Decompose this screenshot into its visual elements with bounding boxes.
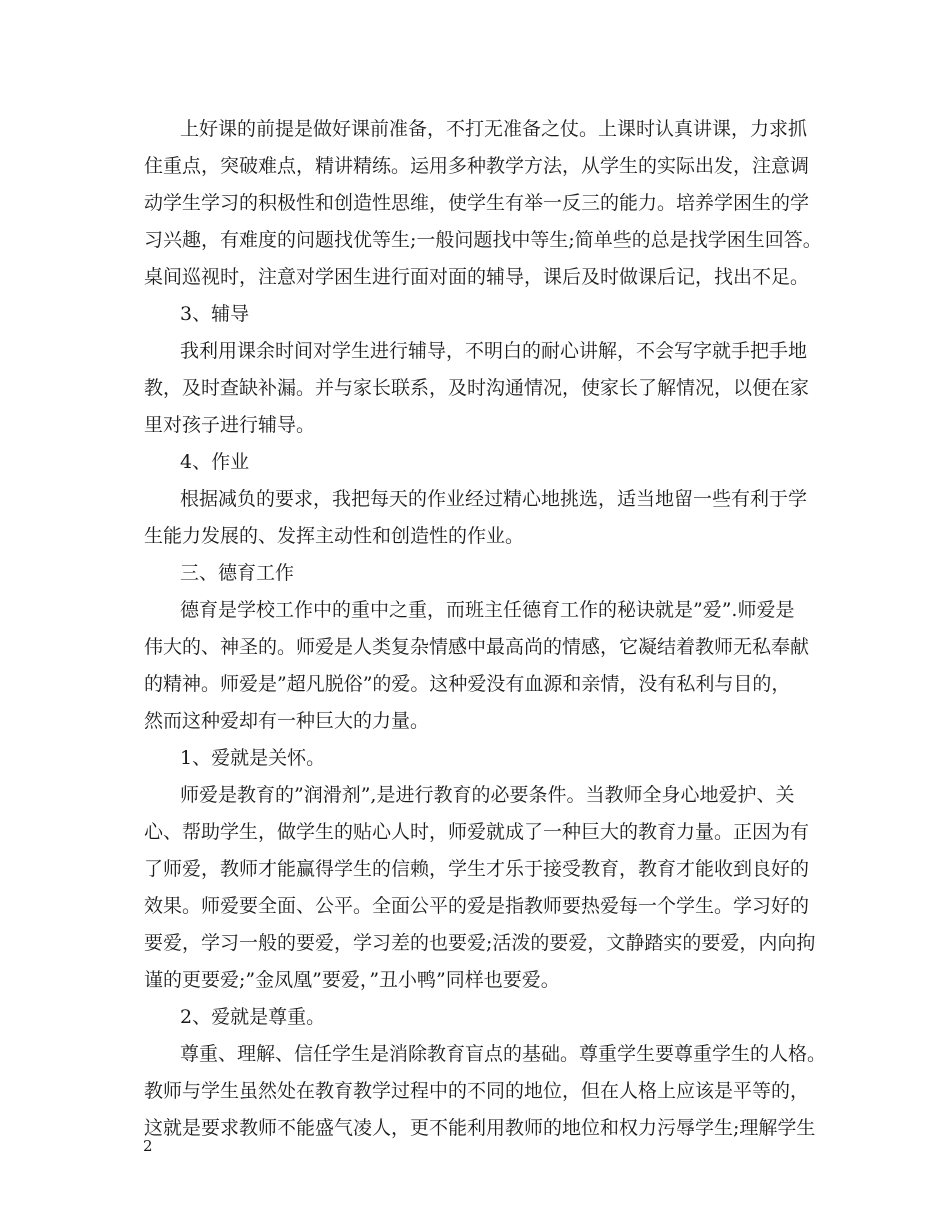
- section-heading: 1、爱就是关怀。: [180, 747, 326, 769]
- paragraph-line: 要爱，学习一般的要爱，学习差的也要爱;活泼的要爱，文静踏实的要爱，内向拘: [144, 932, 816, 954]
- paragraph-line: 尊重、理解、信任学生是消除教育盲点的基础。尊重学生要尊重学生的人格。: [180, 1043, 827, 1065]
- paragraph-line: 谨的更要爱;”金凤凰”要爱，”丑小鸭”同样也要爱。: [144, 969, 560, 991]
- paragraph-line: 根据减负的要求，我把每天的作业经过精心地挑选，适当地留一些有利于学: [180, 488, 808, 510]
- paragraph-line: 习兴趣，有难度的问题找优等生;一般问题找中等生;简单些的总是找学困生回答。: [144, 229, 822, 251]
- paragraph-line: 住重点，突破难点，精讲精练。运用多种教学方法，从学生的实际出发，注意调: [144, 155, 810, 177]
- paragraph-line: 然而这种爱却有一种巨大的力量。: [144, 710, 430, 732]
- paragraph-line: 这就是要求教师不能盛气凌人，更不能利用教师的地位和权力污辱学生;理解学生: [144, 1117, 816, 1139]
- paragraph-line: 教师与学生虽然处在教育教学过程中的不同的地位，但在人格上应该是平等的，: [144, 1080, 810, 1102]
- paragraph-line: 里对孩子进行辅导。: [144, 414, 316, 436]
- paragraph-line: 效果。师爱要全面、公平。全面公平的爱是指教师要热爱每一个学生。学习好的: [144, 895, 810, 917]
- paragraph-line: 生能力发展的、发挥主动性和创造性的作业。: [144, 525, 525, 547]
- paragraph-line: 动学生学习的积极性和创造性思维，使学生有举一反三的能力。培养学困生的学: [144, 192, 810, 214]
- paragraph-line: 师爱是教育的”润滑剂”,是进行教育的必要条件。当教师全身心地爱护、关: [180, 784, 795, 806]
- page-number: 2: [143, 1137, 153, 1155]
- paragraph-line: 伟大的、神圣的。师爱是人类复杂情感中最高尚的情感，它凝结着教师无私奉献: [144, 636, 810, 658]
- paragraph-line: 德育是学校工作中的重中之重，而班主任德育工作的秘诀就是”爱”.师爱是: [180, 599, 795, 621]
- paragraph-line: 了师爱，教师才能赢得学生的信赖，学生才乐于接受教育，教育才能收到良好的: [144, 858, 810, 880]
- paragraph-line: 上好课的前提是做好课前准备，不打无准备之仗。上课时认真讲课，力求抓: [180, 118, 808, 140]
- section-heading: 4、作业: [180, 451, 250, 473]
- paragraph-line: 我利用课余时间对学生进行辅导，不明白的耐心讲解，不会写字就手把手地: [180, 340, 808, 362]
- paragraph-line: 心、帮助学生，做学生的贴心人时，师爱就成了一种巨大的教育力量。正因为有: [144, 821, 810, 843]
- section-heading: 2、爱就是尊重。: [180, 1006, 326, 1028]
- section-heading: 3、辅导: [180, 303, 250, 325]
- section-heading: 三、德育工作: [180, 562, 295, 584]
- paragraph-line: 教，及时查缺补漏。并与家长联系，及时沟通情况，使家长了解情况，以便在家: [144, 377, 810, 399]
- paragraph-line: 桌间巡视时，注意对学困生进行面对面的辅导，课后及时做课后记，找出不足。: [144, 266, 810, 288]
- paragraph-line: 的精神。师爱是”超凡脱俗”的爱。这种爱没有血源和亲情，没有私利与目的，: [144, 673, 791, 695]
